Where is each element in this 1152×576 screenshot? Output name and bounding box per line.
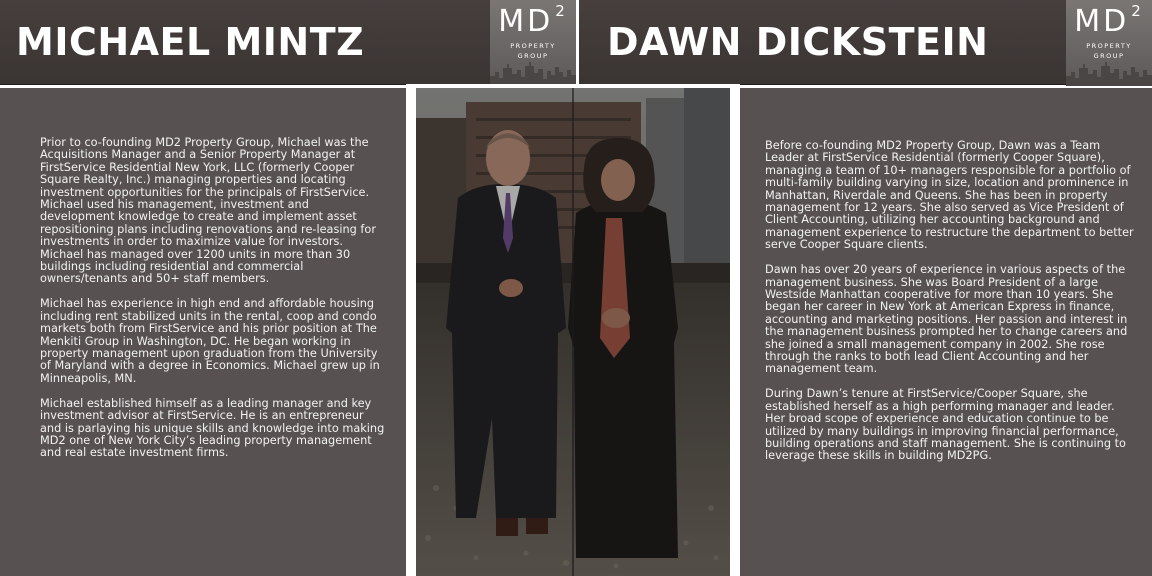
bio-paragraph: Michael established himself as a leading manager and key investment advisor at FirstService. He is an entrepreneur and is parlaying his unique skills and knowledge into making MD2 one of New York City’s leading property management and real estate investment firms.: [40, 396, 385, 460]
bio-text-michael: [40, 137, 385, 472]
bio-paragraph: Prior to co-founding MD2 Property Group, Michael was the Acquisitions Manager and a Senior Property Manager at FirstService Residential New York, LLC (formerly Cooper Square Realty, Inc.) managing properties and locating investment opportunities for the principals of FirstService. Michael used his management, investment and development knowledge to create and implement asset repositioning plans including renovations and re-leasing for investments in order to maximize value for investors. Michael has managed over 1200 units in more than 30 buildings including residential and commercial owners/tenants and 50+ staff members.: [40, 136, 376, 286]
portrait-image: [416, 88, 730, 576]
logo-line-1: PROPERTY: [1086, 42, 1132, 50]
bio-paragraph: Michael has experience in high end and affordable housing including rent stabilized units in the rental, coop and condo markets both from FirstService and his prior position at The Menkiti Group in Washington, DC. He began working in property management upon graduation from the University of Maryland with a degree in Economics. Michael grew up in Minneapolis, MN.: [40, 297, 380, 385]
md2-logo: [1066, 0, 1152, 86]
skyline-icon: [490, 60, 576, 86]
logo-mark: MD $^2$: [498, 2, 568, 39]
logo-line-2: GROUP: [1093, 52, 1125, 60]
md2-logo: [490, 0, 576, 86]
logo-mark: MD $^2$: [1074, 2, 1144, 39]
portrait-photo: [406, 84, 740, 576]
bio-paragraph: During Dawn’s tenure at FirstService/Cooper Square, she established herself as a high performing manager and leader. Her broad scope of experience and education continue to be utilized by many buildings in improving financial performance, building operations and staff management. She is continuing to leverage these skills in building MD2PG.: [765, 387, 1126, 463]
page-title-dawn: DAWN DICKSTEIN: [607, 20, 989, 64]
header-michael: [0, 0, 576, 85]
logo-line-1: PROPERTY: [510, 42, 556, 50]
skyline-icon: [1066, 60, 1152, 86]
bio-panel-dawn: [740, 88, 1152, 576]
page-title-michael: MICHAEL MINTZ: [16, 20, 365, 64]
header-dawn: [579, 0, 1152, 85]
logo-line-2: GROUP: [517, 52, 549, 60]
bio-paragraph: Before co-founding MD2 Property Group, Dawn was a Team Leader at FirstService Residential (formerly Cooper Square), managing a team of 10+ managers responsible for a portfolio of multi-family building varying in size, location and prominence in Manhattan, Riverdale and Queens. She has been in property management for 12 years. She also served as Vice President of Client Accounting, utilizing her accounting background and management experience to restructure the department to better serve Cooper Square clients.: [765, 139, 1134, 252]
bio-text-dawn: [765, 140, 1135, 475]
bio-panel-michael: [0, 88, 406, 576]
bio-paragraph: Dawn has over 20 years of experience in various aspects of the management business. She was Board President of a large Westside Manhattan cooperative for more than 10 years. She began her career in New York at American Express in finance, accounting and marketing positions. Her passion and interest in the management business prompted her to change careers and she joined a small management company in 2002. She rose through the ranks to both lead Client Accounting and her management team.: [765, 263, 1128, 376]
